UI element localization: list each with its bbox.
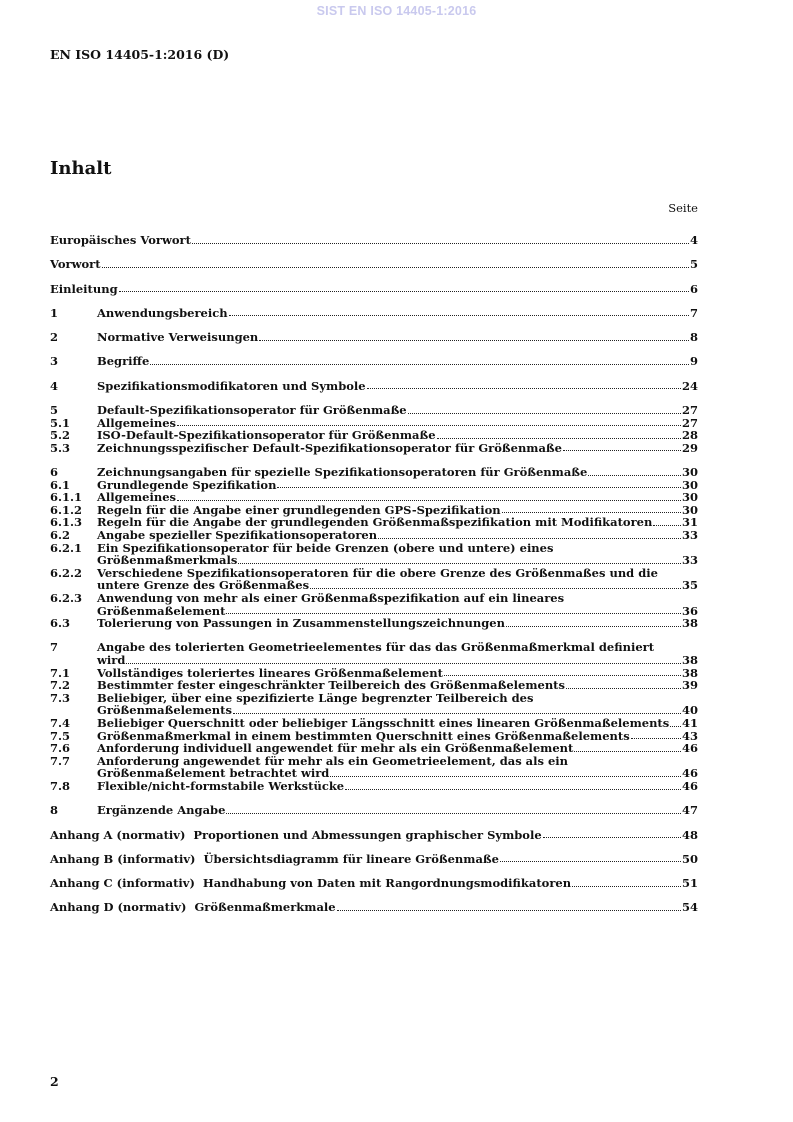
toc-entry-number: 8	[50, 803, 59, 818]
toc-entry-number: 4	[50, 378, 59, 393]
toc-entry[interactable]	[50, 331, 698, 344]
dot-leader	[229, 315, 689, 316]
toc-entry[interactable]	[50, 567, 698, 592]
dot-leader	[177, 500, 681, 501]
toc-entry-title-line: Ein Spezifikationsoperator für beide Grenzen (obere und untere) eines	[97, 540, 554, 555]
toc-entry-number: 6.3	[50, 616, 71, 631]
toc-entry-title: Flexible/nicht-formstabile Werkstücke	[97, 778, 345, 793]
page-number: 2	[50, 1074, 59, 1089]
document-id: EN ISO 14405-1:2016 (D)	[50, 47, 230, 62]
toc-entry-page: 46	[681, 778, 698, 793]
toc-entry-page: 36	[681, 603, 698, 618]
dot-leader	[572, 886, 681, 887]
toc-entry-title: Default-Spezifikationsoperator für Größenmaße	[97, 402, 407, 417]
toc-entry-page: 6	[689, 281, 698, 296]
toc-entry-title: Tolerierung von Passungen in Zusammenstellungszeichnungen	[97, 616, 505, 631]
toc-entry-title: Angabe spezieller Spezifikationsoperatoren	[97, 528, 378, 542]
toc-entry[interactable]	[50, 258, 698, 271]
toc-entry-number: 7	[50, 640, 59, 655]
toc-entry-page: 38	[681, 665, 698, 680]
dot-leader	[574, 751, 681, 752]
toc-entry-title: Anwendungsbereich	[97, 305, 228, 320]
dot-leader	[506, 626, 681, 627]
toc-entry-title: Grundlegende Spezifikation	[97, 477, 277, 492]
toc-entry-page: 30	[681, 502, 698, 517]
toc-entry-number: 6.1	[50, 477, 71, 492]
toc-entry-title-line: Verschiedene Spezifikationsoperatoren für die obere Grenze des Größenmaßes und die	[97, 565, 658, 580]
toc-entry-title: Normative Verweisungen	[97, 330, 259, 345]
toc-entry-number: 6.2.3	[50, 590, 83, 605]
toc-entry-page: 24	[681, 378, 698, 393]
toc-entry[interactable]	[50, 542, 698, 567]
toc-entry-page: 5	[689, 257, 698, 272]
toc-entry-page: 30	[681, 477, 698, 492]
toc-entry-page: 41	[681, 716, 698, 730]
toc-entry-number: 6.2	[50, 528, 71, 542]
dot-leader	[588, 475, 681, 476]
toc-entry-title: Größenmaßelements	[97, 703, 232, 718]
dot-leader	[226, 813, 681, 814]
dot-leader	[126, 663, 681, 664]
toc-entry-page: 35	[681, 578, 698, 593]
toc-entry-number: 6.1.2	[50, 502, 83, 517]
toc-entry[interactable]	[50, 617, 698, 630]
toc-entry-page: 9	[689, 354, 698, 369]
toc-entry-title: Regeln für die Angabe der grundlegenden Größenmaßspezifikation mit Modifikatoren	[97, 515, 653, 530]
toc-entry-page: 27	[681, 415, 698, 430]
toc-entry-number: 6.2.2	[50, 565, 83, 580]
toc-entry-number: 7.6	[50, 741, 71, 756]
toc-entry-page: 54	[681, 900, 698, 915]
toc-entry-number: 1	[50, 305, 59, 320]
dot-leader	[177, 425, 681, 426]
toc-entry-title-line: Anwendung von mehr als einer Größenmaßspezifikation auf ein lineares	[97, 590, 565, 605]
dot-leader	[150, 364, 689, 365]
toc-entry[interactable]	[50, 491, 698, 504]
dot-leader	[192, 243, 689, 244]
toc-entry-title: Allgemeines	[97, 490, 177, 505]
toc-entry-page: 33	[681, 528, 698, 542]
toc-entry-number: 5.2	[50, 428, 71, 443]
toc-entry-title: wird	[97, 653, 126, 668]
toc-entry-number: 5.1	[50, 415, 71, 430]
toc-entry-title: Europäisches Vorwort	[50, 233, 191, 247]
toc-entry-number: 2	[50, 330, 59, 345]
toc-entry-title: Größenmaßelement betrachtet wird	[97, 766, 330, 781]
dot-leader	[444, 675, 681, 676]
toc-entry[interactable]	[50, 283, 698, 296]
toc-entry[interactable]	[50, 877, 698, 890]
toc-entry[interactable]	[50, 429, 698, 442]
dot-leader	[408, 413, 681, 414]
toc-entry[interactable]	[50, 442, 698, 455]
dot-leader	[226, 613, 681, 614]
toc-entry-title: Größenmaßelement	[97, 603, 226, 618]
toc-entry-page: 31	[681, 515, 698, 530]
toc-entry-title: Anhang C (informativ) Handhabung von Daten mit Rangordnungsmodifikatoren	[50, 876, 572, 891]
toc-entry-page: 8	[689, 330, 698, 345]
toc-entry-page: 29	[681, 440, 698, 455]
toc-entry[interactable]	[50, 592, 698, 617]
toc-entry-title: Größenmaßmerkmals	[97, 553, 238, 568]
toc-entry[interactable]	[50, 529, 698, 542]
toc-entry-number: 3	[50, 354, 59, 369]
toc-entry-title: Vollständiges toleriertes lineares Größenmaßelement	[97, 665, 443, 680]
toc-entry-page: 38	[681, 616, 698, 631]
toc-entry-page: 40	[681, 703, 698, 718]
dot-leader	[653, 525, 681, 526]
toc-entry-page: 39	[681, 678, 698, 693]
toc-entry-page: 30	[681, 465, 698, 480]
toc-entry[interactable]	[50, 853, 698, 866]
toc-entry[interactable]	[50, 404, 698, 417]
toc-entry-title: Spezifikationsmodifikatoren und Symbole	[97, 378, 366, 393]
toc-entry[interactable]	[50, 717, 698, 730]
toc-entry-number: 6.2.1	[50, 540, 83, 555]
dot-leader	[119, 291, 689, 292]
toc-entry-number: 7.2	[50, 678, 71, 693]
toc-entry-number: 5.3	[50, 440, 71, 455]
dot-leader	[310, 588, 681, 589]
dot-leader	[563, 450, 681, 451]
dot-leader	[566, 688, 681, 689]
toc-entry-number: 7.5	[50, 728, 71, 743]
dot-leader	[378, 538, 681, 539]
toc-entry-page: 38	[681, 653, 698, 668]
toc-entry-page: 28	[681, 428, 698, 443]
toc-entry-title-line: Angabe des tolerierten Geometrieelementes für das das Größenmaßmerkmal definiert	[97, 640, 655, 655]
toc-entry-title: Zeichnungsspezifischer Default-Spezifikationsoperator für Größenmaße	[97, 440, 562, 455]
toc-entry-page: 30	[681, 490, 698, 505]
dot-leader	[437, 438, 681, 439]
dot-leader	[670, 726, 681, 727]
table-of-contents	[50, 234, 698, 914]
dot-leader	[259, 340, 689, 341]
toc-entry-title: Größenmaßmerkmal in einem bestimmten Querschnitt eines Größenmaßelements	[97, 728, 630, 743]
toc-entry-title: Vorwort	[50, 257, 101, 272]
toc-entry-title: Anforderung individuell angewendet für mehr als ein Größenmaßelement	[97, 741, 574, 756]
toc-entry-title: untere Grenze des Größenmaßes	[97, 578, 310, 593]
toc-entry-page: 46	[681, 766, 698, 781]
toc-entry[interactable]	[50, 355, 698, 368]
toc-entry-page: 7	[689, 305, 698, 320]
toc-entry[interactable]	[50, 234, 698, 247]
toc-entry-title: Allgemeines	[97, 415, 177, 430]
dot-leader	[500, 861, 681, 862]
dot-leader	[238, 563, 681, 564]
toc-entry-number: 6.1.3	[50, 515, 83, 530]
toc-entry-page: 46	[681, 741, 698, 756]
page-title: Inhalt	[50, 158, 112, 179]
dot-leader	[233, 713, 681, 714]
dot-leader	[330, 776, 681, 777]
toc-entry[interactable]	[50, 641, 698, 666]
toc-entry[interactable]	[50, 901, 698, 914]
toc-entry-number: 7.7	[50, 753, 71, 768]
page-column-label: Seite	[668, 201, 698, 215]
toc-entry-title: Regeln für die Angabe einer grundlegenden GPS-Spezifikation	[97, 502, 501, 517]
toc-entry[interactable]	[50, 804, 698, 817]
dot-leader	[367, 388, 681, 389]
toc-entry-page: 47	[681, 803, 698, 818]
toc-entry[interactable]	[50, 466, 698, 479]
dot-leader	[502, 512, 681, 513]
toc-entry-title: Einleitung	[50, 281, 118, 296]
toc-entry-number: 7.4	[50, 716, 71, 730]
toc-entry-page: 33	[681, 553, 698, 568]
toc-entry[interactable]	[50, 755, 698, 780]
toc-entry-title: Ergänzende Angabe	[97, 803, 226, 818]
toc-entry-title: Anhang A (normativ) Proportionen und Abmessungen graphischer Symbole	[50, 827, 542, 842]
toc-entry-title: ISO-Default-Spezifikationsoperator für Größenmaße	[97, 428, 436, 443]
watermark: SIST EN ISO 14405-1:2016	[316, 4, 477, 18]
toc-entry-title-line: Beliebiger, über eine spezifizierte Länge begrenzter Teilbereich des	[97, 690, 534, 705]
dot-leader	[277, 487, 681, 488]
dot-leader	[345, 789, 681, 790]
toc-entry[interactable]	[50, 780, 698, 793]
toc-entry-title: Bestimmter fester eingeschränkter Teilbereich des Größenmaßelements	[97, 678, 565, 693]
toc-entry[interactable]	[50, 829, 698, 842]
toc-entry-number: 5	[50, 402, 59, 417]
toc-entry[interactable]	[50, 307, 698, 320]
toc-entry[interactable]	[50, 679, 698, 692]
dot-leader	[543, 837, 681, 838]
toc-entry-number: 6.1.1	[50, 490, 83, 505]
toc-entry[interactable]	[50, 742, 698, 755]
toc-entry-number: 7.8	[50, 778, 71, 793]
dot-leader	[337, 910, 681, 911]
toc-entry-number: 7.1	[50, 665, 71, 680]
toc-entry-page: 51	[681, 876, 698, 891]
toc-entry-title: Anhang B (informativ) Übersichtsdiagramm für lineare Größenmaße	[50, 851, 499, 866]
toc-entry-page: 50	[681, 851, 698, 866]
toc-entry[interactable]	[50, 692, 698, 717]
toc-entry-title: Anhang D (normativ) Größenmaßmerkmale	[50, 900, 336, 915]
toc-entry[interactable]	[50, 380, 698, 393]
toc-entry-number: 7.3	[50, 690, 71, 705]
dot-leader	[102, 267, 689, 268]
dot-leader	[631, 738, 681, 739]
toc-entry-title: Beliebiger Querschnitt oder beliebiger Längsschnitt eines linearen Größenmaßelements	[97, 716, 670, 730]
toc-entry-number: 6	[50, 465, 59, 480]
toc-entry-title: Zeichnungsangaben für spezielle Spezifikationsoperatoren für Größenmaße	[97, 465, 588, 480]
toc-entry-page: 43	[681, 728, 698, 743]
toc-entry-page: 27	[681, 402, 698, 417]
toc-entry-page: 4	[689, 233, 698, 247]
toc-entry-page: 48	[681, 827, 698, 842]
toc-entry-title-line: Anforderung angewendet für mehr als ein Geometrieelement, das als ein	[97, 753, 569, 768]
toc-entry-title: Begriffe	[97, 354, 150, 369]
